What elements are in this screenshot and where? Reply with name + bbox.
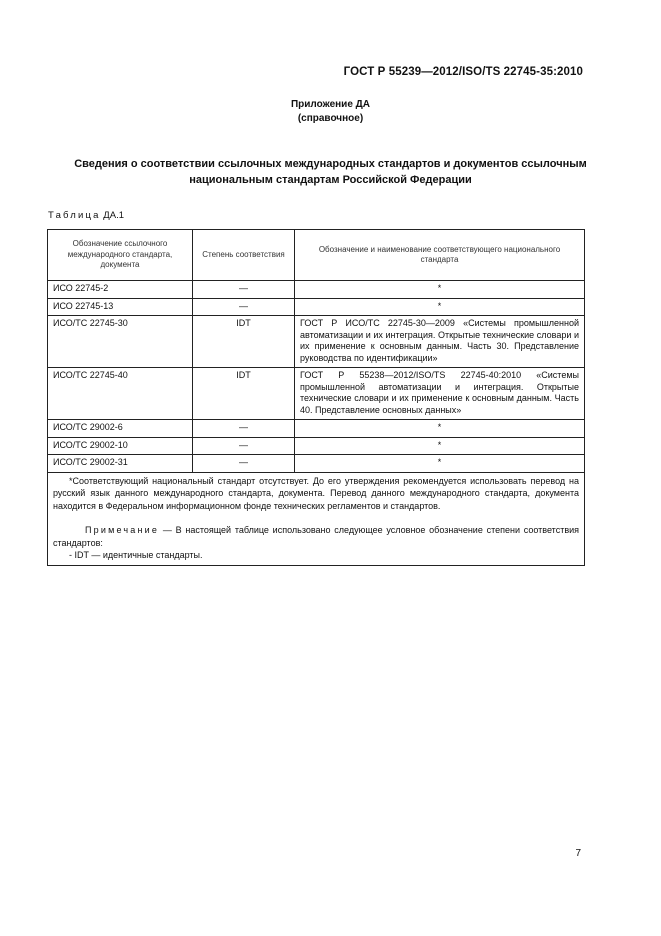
cell-degree: — — [193, 455, 295, 473]
cell-degree: — — [193, 437, 295, 455]
note-paragraph — [53, 524, 579, 549]
cell-degree: — — [193, 298, 295, 316]
table-label-word: Таблица — [48, 210, 101, 221]
cell-standard: ИСО/ТС 22745-30 — [48, 316, 193, 368]
table-label — [48, 210, 124, 221]
table-row — [48, 281, 585, 299]
section-title: Сведения о соответствии ссылочных международных стандартов и документов ссылочным национальным стандартам Российской Федерации — [74, 158, 587, 186]
cell-national: ГОСТ Р ИСО/ТС 22745-30—2009 «Системы промышленной автоматизации и их интеграция. Открытые технические словари и их применение к основным данным. Часть 30. Представление руководства по идентификации» — [295, 316, 585, 368]
document-code-header: ГОСТ Р 55239—2012/ISO/TS 22745-35:2010 — [343, 66, 583, 78]
cell-degree: — — [193, 281, 295, 299]
table-row — [48, 298, 585, 316]
cell-degree: IDT — [193, 316, 295, 368]
cell-national: ГОСТ Р 55238—2012/ISO/TS 22745-40:2010 «Системы промышленной автоматизации и интеграция. Открытые технические словари и их применение к основным данным. Часть 40. Представление основных данных» — [295, 368, 585, 420]
table-footnote-row — [48, 472, 585, 565]
page-number: 7 — [575, 848, 581, 859]
appendix-heading — [0, 98, 661, 126]
note-text: — В настоящей таблице использовано следующее условное обозначение степени соответствия стандартов: — [53, 525, 579, 548]
cell-standard: ИСО/ТС 29002-31 — [48, 455, 193, 473]
footnote-cell — [48, 472, 585, 565]
cell-national: * — [295, 281, 585, 299]
cell-standard: ИСО/ТС 29002-10 — [48, 437, 193, 455]
cell-degree: — — [193, 420, 295, 438]
cell-standard: ИСО 22745-2 — [48, 281, 193, 299]
footnote-text: *Соответствующий национальный стандарт отсутствует. До его утверждения рекомендуется использовать перевод на русский язык данного международного стандарта, документа. Перевод данного международного стандарта, документа находится в Федеральном информационном фонде технических регламентов и стандартов. — [53, 475, 579, 511]
note-label: Примечание — [85, 525, 160, 535]
cell-national: * — [295, 420, 585, 438]
table-header-row — [48, 230, 585, 281]
table-label-number: ДА.1 — [103, 210, 124, 221]
table-row — [48, 316, 585, 368]
cell-standard: ИСО 22745-13 — [48, 298, 193, 316]
header-degree: Степень соответствия — [193, 230, 295, 281]
cell-standard: ИСО/ТС 22745-40 — [48, 368, 193, 420]
table-row — [48, 437, 585, 455]
cell-national: * — [295, 437, 585, 455]
table-row — [48, 368, 585, 420]
table-row — [48, 455, 585, 473]
header-national-standard: Обозначение и наименование соответствующего национального стандарта — [295, 230, 585, 281]
cell-national: * — [295, 298, 585, 316]
cell-national: * — [295, 455, 585, 473]
cell-standard: ИСО/ТС 29002-6 — [48, 420, 193, 438]
cell-degree: IDT — [193, 368, 295, 420]
header-reference-standard: Обозначение ссылочного международного стандарта, документа — [48, 230, 193, 281]
table-row — [48, 420, 585, 438]
note-item: - IDT — идентичные стандарты. — [69, 550, 203, 560]
correspondence-table — [47, 229, 585, 566]
appendix-title: Приложение ДА — [290, 99, 371, 110]
appendix-subtitle: (справочное) — [297, 113, 364, 124]
